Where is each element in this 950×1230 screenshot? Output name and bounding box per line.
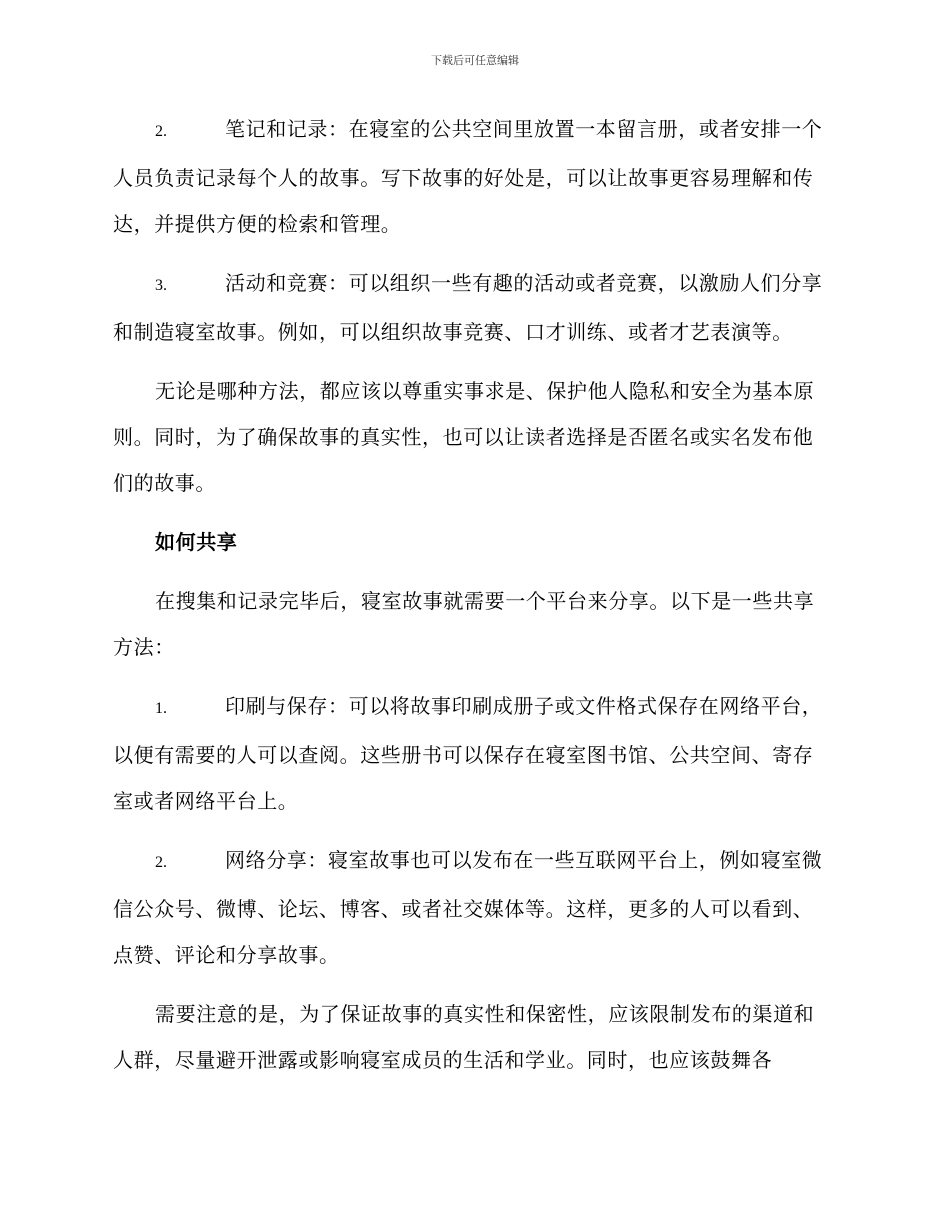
list-number: 2. [155, 854, 167, 871]
list-number: 3. [155, 277, 167, 294]
list-item [113, 837, 833, 978]
list-number: 1. [155, 700, 167, 717]
section-heading: 如何共享 [155, 530, 238, 554]
list-item-text: 网络分享：寝室故事也可以发布在一些互联网平台上，例如寝室微信公众号、微博、论坛、博客、或者社交媒体等。这样，更多的人可以看到、点赞、评论和分享故事。 [113, 848, 823, 967]
list-item-text: 活动和竞赛：可以组织一些有趣的活动或者竞赛，以激励人们分享和制造寝室故事。例如，可以组织故事竞赛、口才训练、或者才艺表演等。 [113, 271, 823, 344]
paragraph: 无论是哪种方法，都应该以尊重实事求是、保护他人隐私和安全为基本原则。同时，为了确保故事的真实性，也可以让读者选择是否匿名或实名发布他们的故事。 [113, 379, 815, 495]
page-header: 下载后可任意编辑 [431, 54, 519, 67]
list-item [113, 106, 833, 247]
list-item [113, 683, 833, 824]
list-number: 2. [155, 123, 167, 140]
paragraph: 需要注意的是，为了保证故事的真实性和保密性，应该限制发布的渠道和人群，尽量避开泄露或影响寝室成员的生活和学业。同时，也应该鼓舞各 [113, 1002, 815, 1072]
document-body [113, 106, 833, 1096]
list-item [113, 260, 833, 355]
list-item-text: 印刷与保存：可以将故事印刷成册子或文件格式保存在网络平台，以便有需要的人可以查阅。这些册书可以保存在寝室图书馆、公共空间、寄存室或者网络平台上。 [113, 694, 823, 813]
paragraph: 在搜集和记录完毕后，寝室故事就需要一个平台来分享。以下是一些共享方法： [113, 589, 815, 659]
list-item-text: 笔记和记录：在寝室的公共空间里放置一本留言册，或者安排一个人员负责记录每个人的故事。写下故事的好处是，可以让故事更容易理解和传达，并提供方便的检索和管理。 [113, 117, 823, 236]
